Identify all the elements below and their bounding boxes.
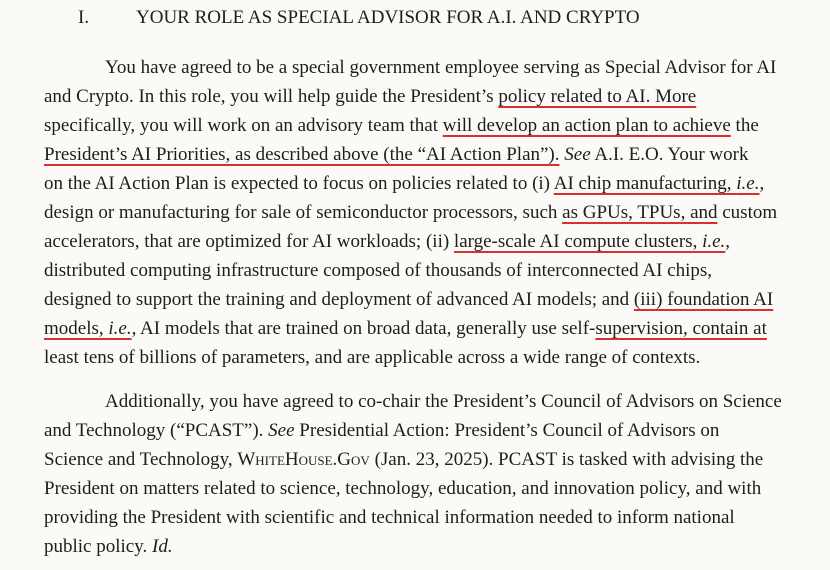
paragraph-1-line-4: President’s AI Priorities, as described above (the “AI Action Plan”). See A.I. E.O. Your work [44,144,749,165]
signal-see: See [564,144,591,165]
underlined-supervision: supervision, contain at [595,318,767,339]
underlined-compute-clusters: large-scale AI compute clusters, i.e. [453,231,726,252]
whitehouse-gov: WhiteHouse.Gov [237,449,370,470]
underlined-policy-related-to-ai: policy related to AI. More [498,86,697,107]
paragraph-2-line-5: providing the President with scientific and technical information needed to inform national [44,507,735,528]
paragraph-2-line-2: and Technology (“PCAST”). See Presidential Action: President’s Council of Advisors on [44,420,720,441]
signal-see: See [268,420,295,441]
paragraph-2-line-1: Additionally, you have agreed to co-chair the President’s Council of Advisors on Science [105,391,782,412]
paragraph-1-line-3: specifically, you will work on an advisory team that will develop an action plan to achieve the [44,115,759,136]
underlined-foundation-ai: (iii) foundation AI [633,289,774,310]
paragraph-1-line-6: design or manufacturing for sale of semiconductor processors, such as GPUs, TPUs, and custom [44,202,778,223]
paragraph-1-line-2: and Crypto. In this role, you will help guide the President’s policy related to AI. More [44,86,697,107]
paragraph-1-line-5: on the AI Action Plan is expected to focus on policies related to (i) AI chip manufacturing, i.e., [44,173,765,194]
paragraph-2-line-4: President on matters related to science, technology, education, and innovation policy, and with [44,478,762,499]
paragraph-1-line-9: designed to support the training and deployment of advanced AI models; and (iii) foundation AI [44,289,774,310]
underlined-ai-chip-manufacturing: AI chip manufacturing, i.e. [553,173,760,194]
section-heading [78,6,640,30]
paragraph-2-line-6: public policy. Id. [44,536,173,557]
signal-id: Id. [152,536,173,557]
underlined-gpus-tpus: as GPUs, TPUs, and [562,202,718,223]
paragraph-1-line-7: accelerators, that are optimized for AI workloads; (ii) large-scale AI compute clusters, i.e., [44,231,731,252]
paragraph-1-line-1: You have agreed to be a special government employee serving as Special Advisor for AI [105,57,777,78]
underlined-ai-priorities: President’s AI Priorities, as described above (the “AI Action Plan”). [44,144,560,165]
underlined-action-plan: will develop an action plan to achieve [442,115,731,136]
underlined-models-ie: models, i.e. [44,318,132,339]
section-title: YOUR ROLE AS SPECIAL ADVISOR FOR A.I. AND CRYPTO [136,7,640,28]
paragraph-1-line-11: least tens of billions of parameters, and are applicable across a wide range of contexts. [44,347,701,368]
section-number: I. [78,7,90,28]
paragraph-2-line-3: Science and Technology, WhiteHouse.Gov (Jan. 23, 2025). PCAST is tasked with advising the [44,449,764,470]
paragraph-1-line-10: models, i.e., AI models that are trained on broad data, generally use self-supervision, contain at [44,318,767,339]
paragraph-1-line-8: distributed computing infrastructure composed of thousands of interconnected AI chips, [44,260,713,281]
